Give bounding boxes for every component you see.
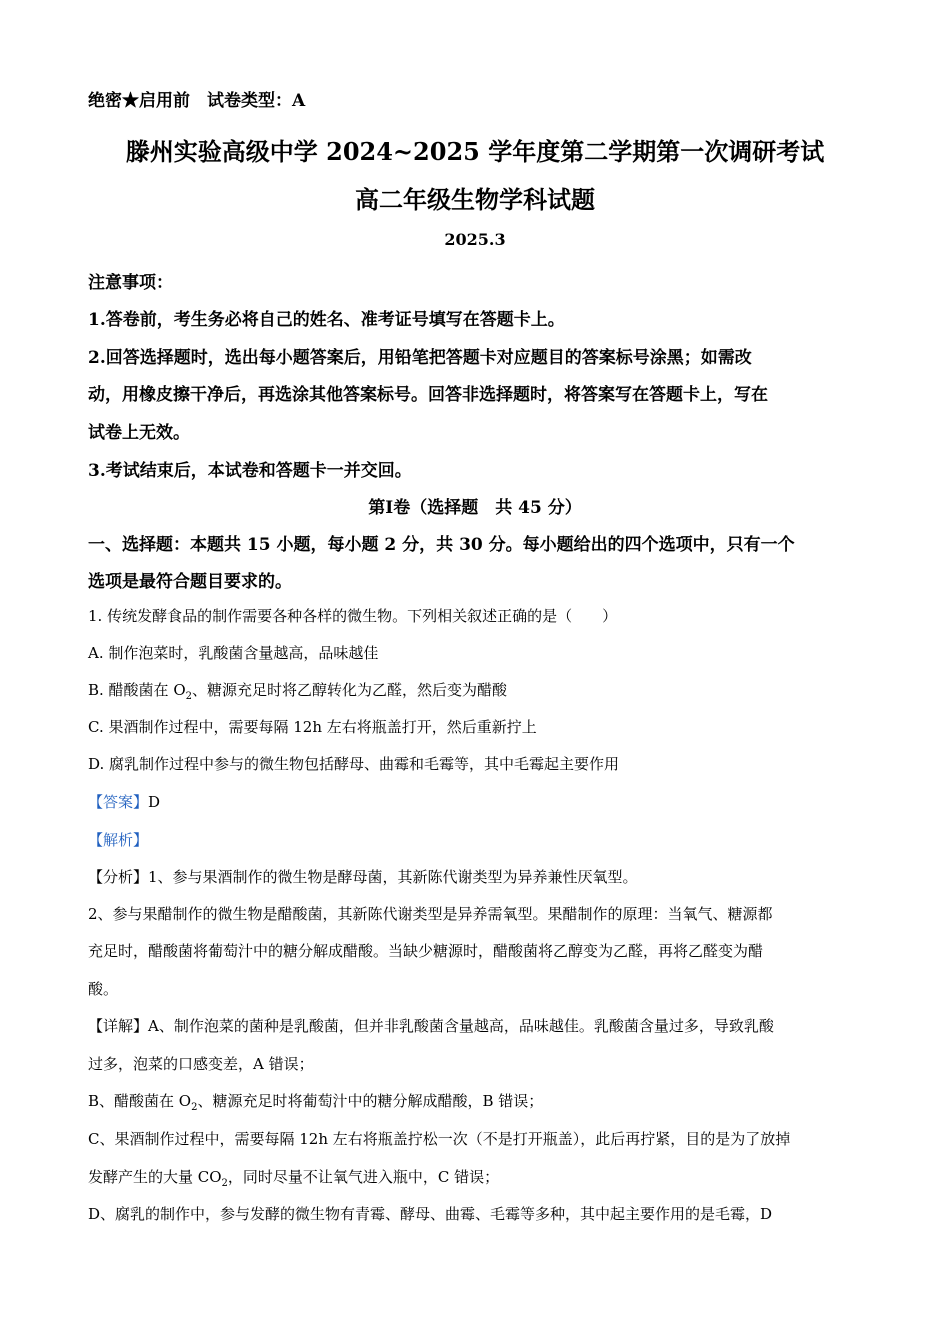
- part-instructions-line-2: 选项是最符合题目要求的。: [88, 572, 292, 592]
- answer-line: [88, 791, 862, 812]
- explanation-line-8: C、果酒制作过程中，需要每隔 12h 左右将瓶盖拧松一次（不是打开瓶盖），此后再拧紧，目的是为了放掉: [88, 1130, 791, 1148]
- explanation-line-1: 【分析】1、参与果酒制作的微生物是酵母菌，其新陈代谢类型为异养兼性厌氧型。: [88, 868, 638, 886]
- explanation-line-9: 发酵产生的大量 $CO_2$，同时尽量不让氧气进入瓶中，C 错误；: [88, 1168, 500, 1189]
- notice-item-1: 1.答卷前，考生务必将自己的姓名、准考证号填写在答题卡上。: [88, 310, 565, 330]
- question-stem: 1. 传统发酵食品的制作需要各种各样的微生物。下列相关叙述正确的是（ ）: [88, 607, 618, 625]
- notice-item-2-line-2: 动，用橡皮擦干净后，再选涂其他答案标号。回答非选择题时，将答案写在答题卡上，写在: [88, 385, 768, 405]
- explanation-line-6: 过多，泡菜的口感变差，A 错误；: [88, 1055, 314, 1073]
- option-d: D. 腐乳制作过程中参与的微生物包括酵母、曲霉和毛霉等，其中毛霉起主要作用: [88, 755, 620, 773]
- notice-item-3: 3.考试结束后，本试卷和答题卡一并交回。: [88, 461, 412, 481]
- exam-title: 滕州实验高级中学 2024~2025 学年度第二学期第一次调研考试: [125, 137, 825, 166]
- explanation-line-10: D、腐乳的制作中，参与发酵的微生物有青霉、酵母、曲霉、毛霉等多种，其中起主要作用的是毛霉，D: [88, 1205, 773, 1223]
- secret-label: 绝密★启用前: [88, 91, 190, 111]
- part-instructions-line-1: 一、选择题：本题共 15 小题，每小题 2 分，共 30 分。每小题给出的四个选项中，只有一个: [88, 535, 795, 555]
- option-b: B. 醋酸菌在 $O_2$、糖源充足时将乙醇转化为乙醛，然后变为醋酸: [88, 681, 508, 702]
- option-a: A. 制作泡菜时，乳酸菌含量越高，品味越佳: [88, 644, 379, 662]
- notice-item-2-line-3: 试卷上无效。: [88, 423, 190, 443]
- section-title: 第Ⅰ卷（选择题 共 45 分）: [368, 498, 582, 518]
- exam-date: 2025.3: [444, 230, 506, 249]
- notice-heading: 注意事项：: [88, 273, 173, 293]
- paper-type: 试卷类型：A: [207, 91, 306, 111]
- exam-subtitle: 高二年级生物学科试题: [355, 185, 595, 214]
- explanation-line-5: 【详解】A、制作泡菜的菌种是乳酸菌，但并非乳酸菌含量越高，品味越佳。乳酸菌含量过多，导致乳酸: [88, 1017, 774, 1035]
- explanation-line-3: 充足时，醋酸菌将葡萄汁中的糖分解成醋酸。当缺少糖源时，醋酸菌将乙醇变为乙醛，再将乙醛变为醋: [88, 942, 764, 960]
- analysis-tag: 【解析】: [88, 831, 149, 849]
- option-c: C. 果酒制作过程中，需要每隔 12h 左右将瓶盖打开，然后重新拧上: [88, 718, 537, 736]
- secret-label-line: [88, 86, 862, 111]
- explanation-line-4: 酸。: [88, 980, 119, 998]
- explanation-line-7: B、醋酸菌在 $O_2$、糖源充足时将葡萄汁中的糖分解成醋酸，B 错误；: [88, 1092, 544, 1113]
- explanation-line-2: 2、参与果醋制作的微生物是醋酸菌，其新陈代谢类型是异养需氧型。果醋制作的原理：当氧气、糖源都: [88, 905, 773, 923]
- answer-value: D: [148, 793, 161, 811]
- answer-tag: 【答案】: [88, 793, 149, 811]
- notice-item-2-line-1: 2.回答选择题时，选出每小题答案后，用铅笔把答题卡对应题目的答案标号涂黑；如需改: [88, 348, 752, 368]
